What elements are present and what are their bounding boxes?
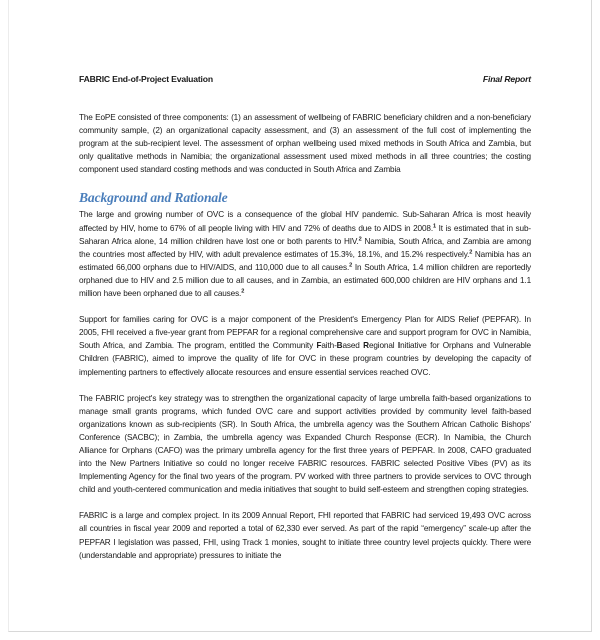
pepfar-text-4: egional — [368, 341, 398, 351]
pepfar-text-2: aith- — [321, 341, 337, 351]
footnote-marker-3: 2 — [469, 249, 473, 256]
acronym-letter-b: B — [336, 341, 343, 351]
document-header — [79, 74, 531, 84]
paragraph-project-scale: FABRIC is a large and complex project. In its 2009 Annual Report, FHI reported that FABRIC had serviced 19,493 OVC across all countries in fiscal year 2009 and reported a total of 62,330 ever served. As part of the rapid “emergency” scale-up after the PEPFAR I legislation was passed, FHI, using Track 1 monies, sought to initiate three country level projects quickly. There were (understandable and appropriate) pressures to initiate the — [79, 511, 531, 560]
paragraph-components-overview: The EoPE consisted of three components: (1) an assessment of wellbeing of FABRIC beneficiary children and a non-beneficiary community sample, (2) an organizational capacity assessment, and (3) an assessment of the full cost of implementing the program at the sub-recipient level. The assessment of orphan wellbeing used mixed methods in South Africa and Zambia, but only qualitative methods in Namibia; the organizational assessment used mixed methods in all three countries; the costing component used standard costing methods and was conducted in South Africa and Zambia — [79, 113, 531, 175]
acronym-letter-i: I — [397, 341, 401, 351]
acronym-letter-f: F — [316, 341, 322, 351]
section-heading-background-and-rationale: Background and Rationale — [79, 190, 228, 206]
stats-text-3: Namibia, South Africa, and Zambia are among the countries most affected by HIV, with adult prevalence estimates of 15.3%, 18.1%, and 15.2% respectively. — [79, 236, 531, 259]
document-subtitle: Final Report — [482, 74, 531, 84]
paragraph-project-strategy: The FABRIC project's key strategy was to strengthen the organizational capacity of large umbrella faith-based organizations to manage small grants programs, which funded OVC care and support activities provided by community level faith-based organizations known as sub-recipients (SR). In South Africa, the umbrella agency was the Southern African Catholic Bishops' Conference (SACBC); in Zambia, the umbrella agency was Expanded Church Response (ECR). In Namibia, the Church Alliance for Orphans (CAFO) was the primary umbrella agency for the first three years of PEPFAR. In 2008, CAFO graduated into the New Partners Initiative so could no longer receive FABRIC resources. FABRIC selected Positive Vibes (PV) as its Implementing Agency for the final two years of the program. PV worked with three partners to provide services to OVC through child and youth-centered communication and media initiatives that sought to build self-esteem and strengthen coping strategies. — [79, 393, 531, 495]
stats-text-2: It is estimated that in sub-Saharan Africa alone, 14 million children have lost one or both parents to HIV. — [79, 223, 531, 246]
stats-text-1: The large and growing number of OVC is a consequence of the global HIV pandemic. Sub-Saharan Africa is most heavily affected by HIV, home to 67% of all people living with HIV and 72% of deaths due to AIDS in 2008. — [79, 210, 531, 233]
footnote-marker-2: 2 — [358, 235, 362, 242]
footnote-marker-5: 2 — [241, 288, 245, 295]
document-page — [8, 0, 592, 632]
pepfar-text-5: nitiative for Orphans and Vulnerable Children (FABRIC), aimed to improve the quality of life for OVC in these program countries by developing the capacity of implementing partners to effectively allocate resources and ensure essential services reached OVC. — [79, 341, 531, 377]
pepfar-text-3: ased — [342, 341, 364, 351]
footnote-marker-1: 1 — [433, 222, 436, 229]
footnote-marker-4: 2 — [349, 262, 353, 269]
stats-text-5: In South Africa, 1.4 million children are reportedly orphaned due to HIV and 2.5 million due to all causes, and in Zambia, an estimated 600,000 children are HIV orphans and 1.1 million have been orphaned due to all causes. — [79, 262, 531, 299]
stats-text-4: Namibia has an estimated 66,000 orphans due to HIV/AIDS, and 110,000 due to all causes. — [79, 249, 532, 272]
document-content — [79, 74, 531, 575]
paragraph-ovc-statistics — [79, 208, 531, 300]
acronym-letter-r: R — [363, 341, 369, 351]
document-title: FABRIC End-of-Project Evaluation — [79, 74, 213, 84]
pepfar-text-1: Support for families caring for OVC is a major component of the President's Emergency Plan for AIDS Relief (PEPFAR). In 2005, FHI received a five-year grant from PEPFAR for a regional comprehensive care and support program for OVC in Namibia, South Africa, and Zambia. The program, entitled the Community — [79, 315, 531, 351]
paragraph-pepfar-program — [79, 313, 531, 378]
